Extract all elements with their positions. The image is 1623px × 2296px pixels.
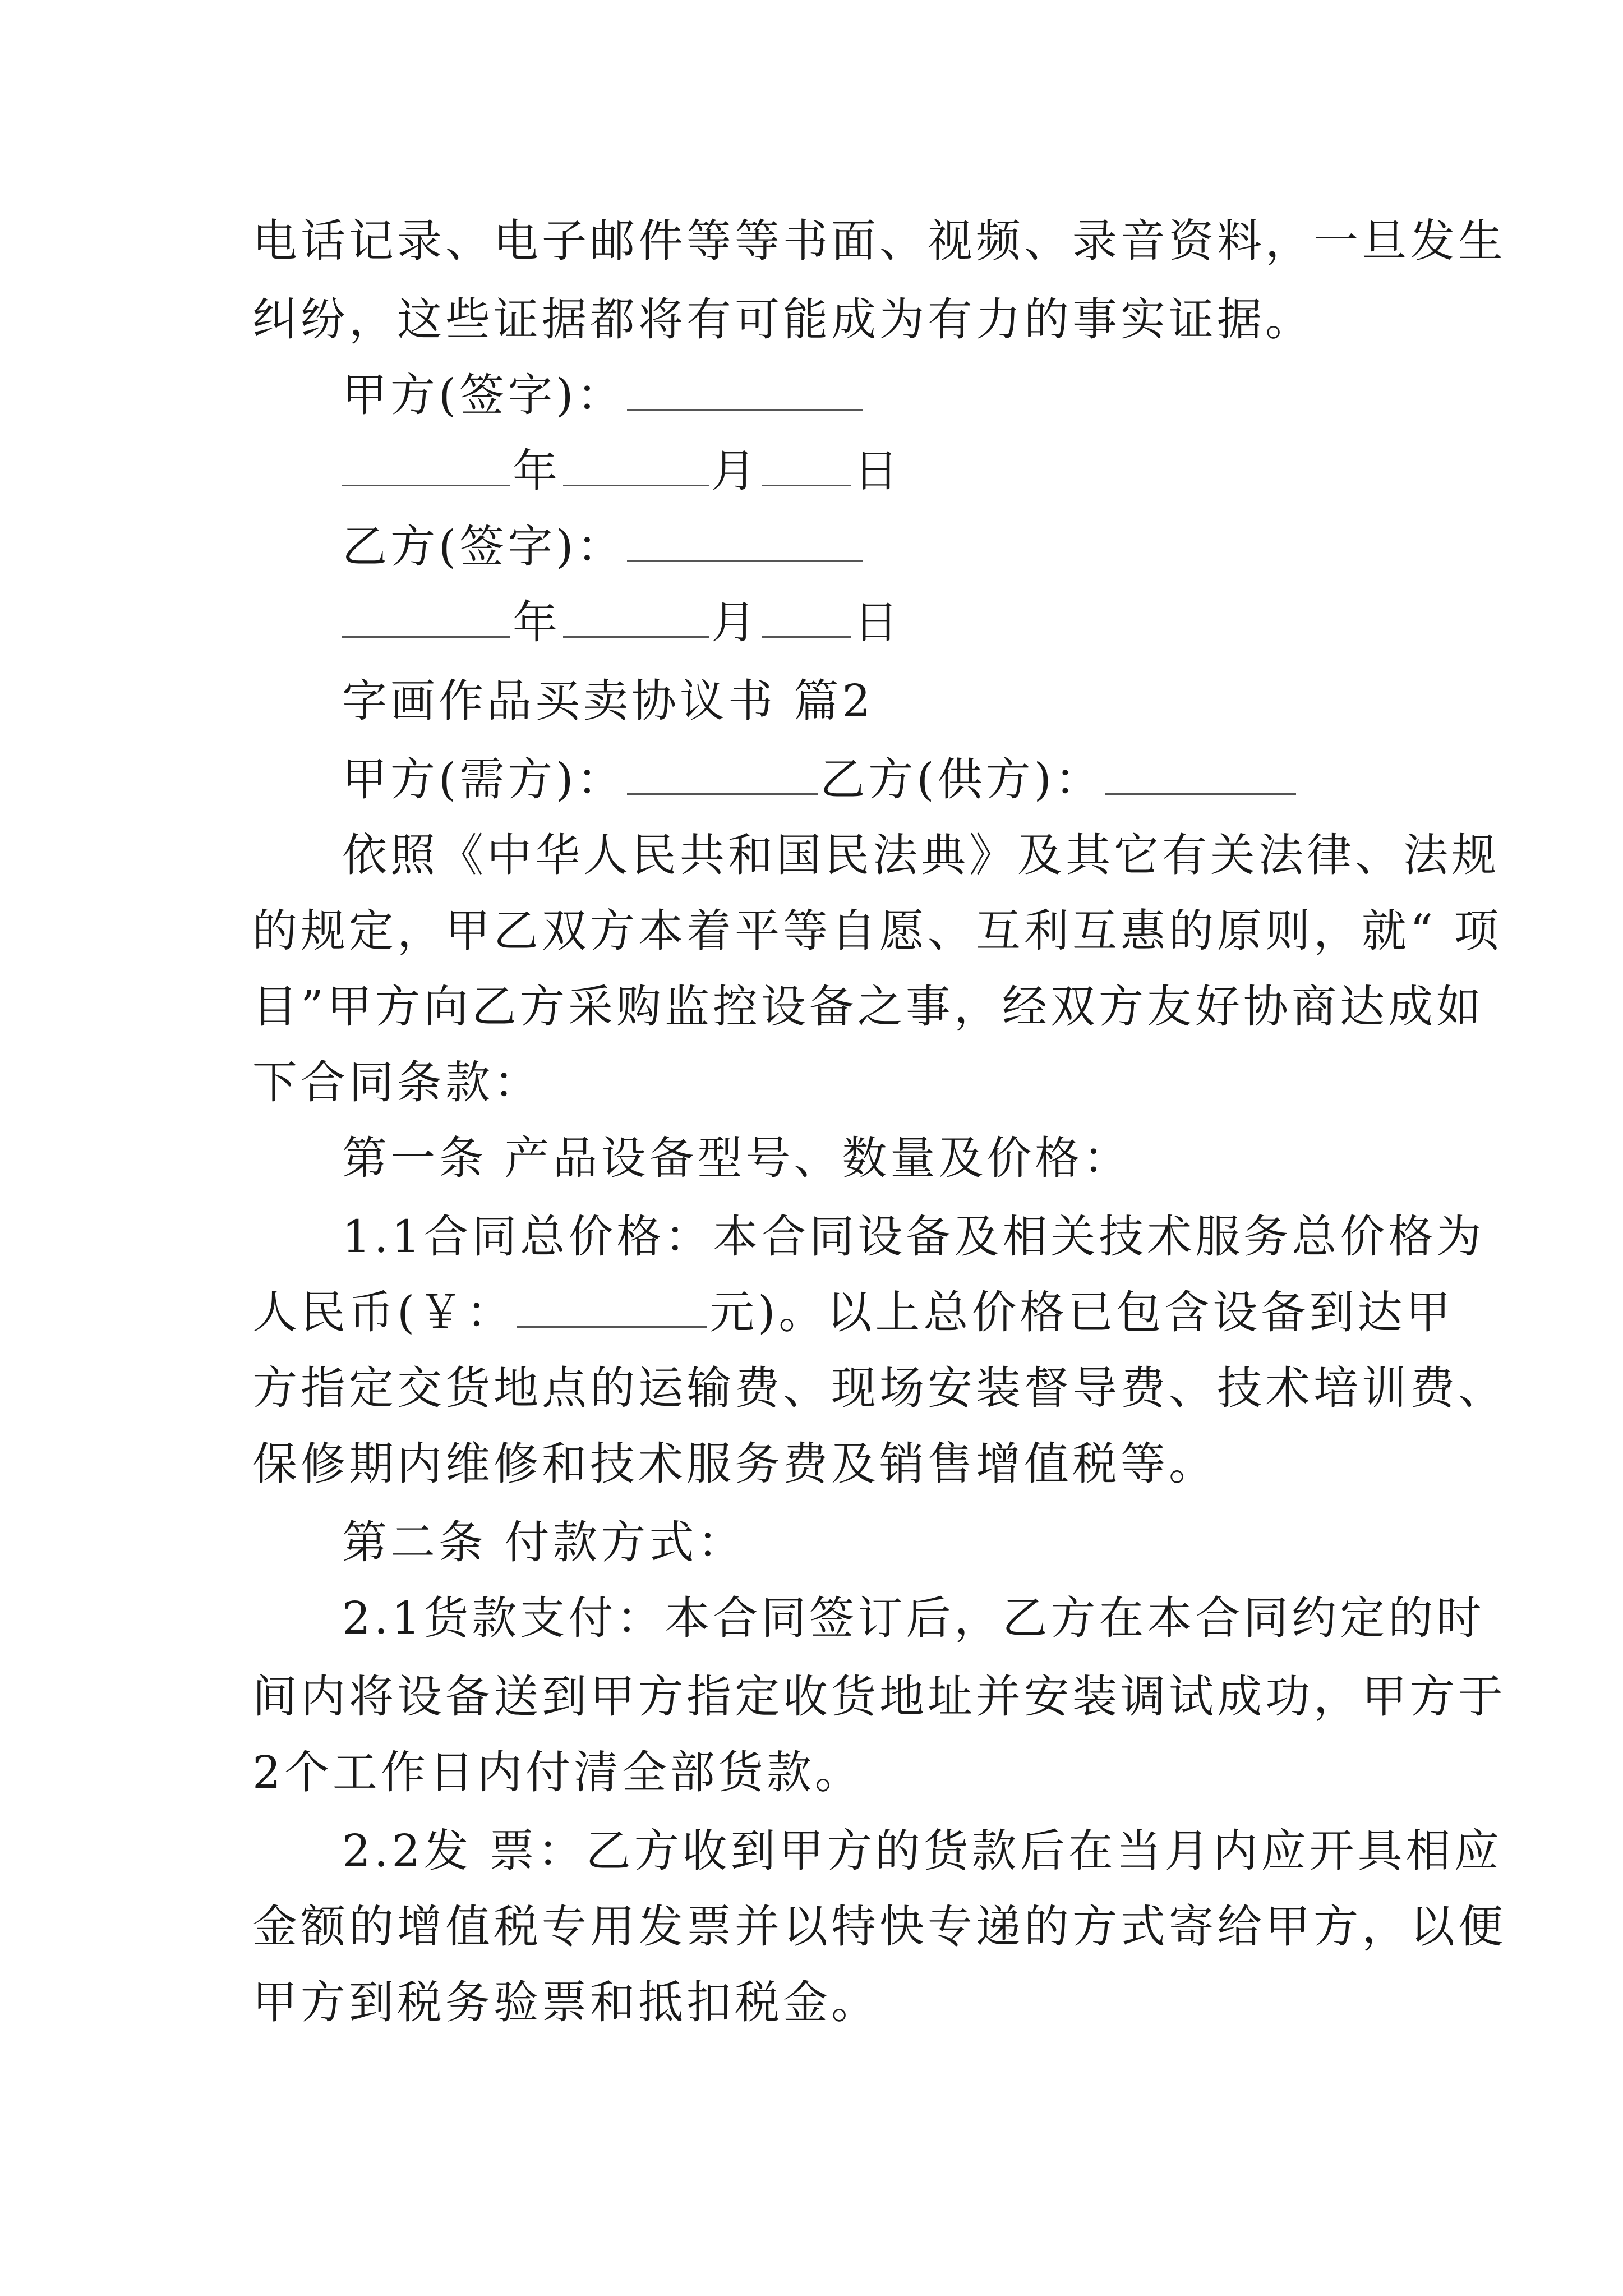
paragraph-line: 方指定交货地点的运输费、现场安装督导费、技术培训费、	[252, 1362, 1506, 1414]
paragraph-line: 1.1合同总价格：本合同设备及相关技术服务总价格为	[342, 1211, 1485, 1263]
party-b-signature-line	[342, 519, 865, 575]
party-b-supply-label: 乙方(供方)：	[820, 753, 1103, 806]
day-blank	[762, 596, 851, 638]
party-a-sign-label: 甲方(签字)：	[342, 369, 625, 421]
year-label: 年	[513, 596, 561, 648]
party-a-blank	[627, 753, 818, 795]
paragraph-line: 目”甲方向乙方采购监控设备之事，经双方友好协商达成如	[252, 981, 1484, 1033]
paragraph-line: 金额的增值税专用发票并以特快专递的方式寄给甲方，以便	[252, 1901, 1506, 1953]
paragraph-line: 保修期内维修和技术服务费及销售增值税等。	[252, 1438, 1217, 1490]
month-label: 月	[711, 445, 759, 497]
month-label: 月	[711, 596, 759, 648]
price-line	[252, 1285, 1454, 1341]
day-label: 日	[854, 445, 902, 497]
paragraph-line: 甲方到税务验票和抵扣税金。	[252, 1976, 879, 2028]
paragraph-line: 间内将设备送到甲方指定收货地址并安装调试成功，甲方于	[252, 1671, 1506, 1723]
paragraph-line: 下合同条款：	[252, 1056, 542, 1108]
signature-blank	[627, 369, 863, 411]
paragraph-line: 2.1货款支付：本合同签订后，乙方在本合同约定的时	[342, 1592, 1485, 1644]
paragraph-line: 电话记录、电子邮件等等书面、视频、录音资料，一旦发生	[252, 215, 1506, 267]
month-blank	[563, 596, 709, 638]
price-prefix: 人民币(￥：	[252, 1286, 515, 1338]
paragraph-line: 纠纷，这些证据都将有可能成为有力的事实证据。	[252, 293, 1313, 346]
year-blank	[342, 596, 510, 638]
signature-blank	[627, 520, 863, 562]
party-a-demand-label: 甲方(需方)：	[342, 753, 625, 806]
year-blank	[342, 444, 510, 486]
date-line	[342, 443, 902, 499]
section-title: 字画作品买卖协议书 篇2	[342, 675, 874, 727]
article-title: 第一条 产品设备型号、数量及价格：	[342, 1132, 1132, 1184]
month-blank	[563, 444, 709, 486]
parties-line	[342, 752, 1298, 808]
day-label: 日	[854, 596, 902, 648]
paragraph-line: 2个工作日内付清全部货款。	[252, 1746, 863, 1798]
party-a-signature-line	[342, 367, 865, 424]
paragraph-line: 2.2发 票：乙方收到甲方的货款后在当月内应开具相应	[342, 1825, 1502, 1877]
year-label: 年	[513, 445, 561, 497]
paragraph-line: 依照《中华人民共和国民法典》及其它有关法律、法规	[342, 829, 1500, 881]
price-suffix: 元)。以上总价格已包含设备到达甲	[709, 1286, 1454, 1338]
party-b-sign-label: 乙方(签字)：	[342, 521, 625, 573]
article-title: 第二条 付款方式：	[342, 1516, 746, 1568]
day-blank	[762, 444, 851, 486]
price-blank	[517, 1286, 707, 1328]
paragraph-line: 的规定，甲乙双方本着平等自愿、互利互惠的原则，就“ 项	[252, 905, 1502, 957]
party-b-blank	[1105, 753, 1296, 795]
date-line	[342, 595, 902, 651]
